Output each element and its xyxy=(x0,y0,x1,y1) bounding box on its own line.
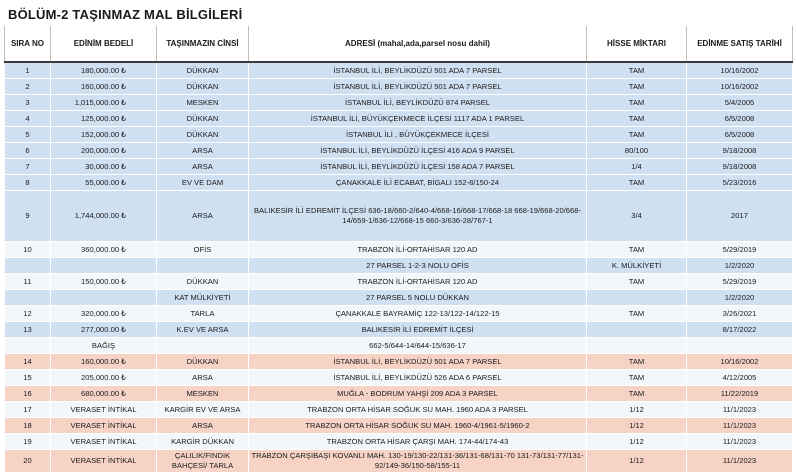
cell-sira-no: 8 xyxy=(5,175,51,191)
cell-edinme-tarihi: 9/18/2008 xyxy=(687,159,793,175)
cell-adres: İSTANBUL İLİ, BEYLİKDÜZÜ 526 ADA 6 PARSEL xyxy=(249,370,587,386)
cell-edinim-bedeli: 1,015,000.00 ₺ xyxy=(51,95,157,111)
cell-tasinmaz-cinsi: OFİS xyxy=(157,242,249,258)
cell-edinim-bedeli: BAĞIŞ xyxy=(51,338,157,354)
cell-edinim-bedeli: 30,000.00 ₺ xyxy=(51,159,157,175)
cell-hisse-miktari: TAM xyxy=(587,111,687,127)
cell-sira-no xyxy=(5,338,51,354)
cell-tasinmaz-cinsi: KARGİR DÜKKAN xyxy=(157,434,249,450)
cell-edinim-bedeli xyxy=(51,258,157,274)
table-row xyxy=(5,175,793,191)
cell-edinim-bedeli xyxy=(51,290,157,306)
table-row xyxy=(5,370,793,386)
cell-adres: İSTANBUL İLİ, BEYLİKDÜZÜ İLÇESİ 416 ADA 9 PARSEL xyxy=(249,143,587,159)
cell-edinim-bedeli: 205,000.00 ₺ xyxy=(51,370,157,386)
cell-sira-no: 9 xyxy=(5,191,51,242)
cell-hisse-miktari: 1/12 xyxy=(587,450,687,473)
cell-hisse-miktari: TAM xyxy=(587,79,687,95)
cell-edinme-tarihi: 2017 xyxy=(687,191,793,242)
cell-tasinmaz-cinsi xyxy=(157,258,249,274)
cell-edinim-bedeli: 55,000.00 ₺ xyxy=(51,175,157,191)
cell-edinim-bedeli: 150,000.00 ₺ xyxy=(51,274,157,290)
cell-hisse-miktari: TAM xyxy=(587,127,687,143)
cell-edinme-tarihi: 10/16/2002 xyxy=(687,79,793,95)
cell-sira-no: 11 xyxy=(5,274,51,290)
table-row xyxy=(5,338,793,354)
cell-adres: 27 PARSEL 5 NOLU DÜKKAN xyxy=(249,290,587,306)
cell-edinme-tarihi: 6/5/2008 xyxy=(687,111,793,127)
cell-tasinmaz-cinsi: ARSA xyxy=(157,191,249,242)
table-row xyxy=(5,127,793,143)
cell-sira-no: 4 xyxy=(5,111,51,127)
cell-tasinmaz-cinsi: EV VE DAM xyxy=(157,175,249,191)
cell-hisse-miktari: K. MÜLKİYETİ xyxy=(587,258,687,274)
table-row xyxy=(5,191,793,242)
cell-adres: TRABZON İLİ-ORTAHİSAR 120 AD xyxy=(249,274,587,290)
table-row xyxy=(5,159,793,175)
cell-tasinmaz-cinsi: DÜKKAN xyxy=(157,354,249,370)
cell-adres: İSTANBUL İLİ, BEYLİKDÜZÜ 501 ADA 7 PARSEL xyxy=(249,79,587,95)
cell-hisse-miktari: TAM xyxy=(587,175,687,191)
cell-sira-no: 6 xyxy=(5,143,51,159)
cell-edinim-bedeli: 160,000.00 ₺ xyxy=(51,79,157,95)
cell-hisse-miktari: TAM xyxy=(587,242,687,258)
cell-hisse-miktari: TAM xyxy=(587,354,687,370)
cell-sira-no: 18 xyxy=(5,418,51,434)
cell-adres: ÇANAKKALE İLİ ECABAT, BİGALI 152-8/150-24 xyxy=(249,175,587,191)
column-header-edinme-tarihi: EDİNME SATIŞ TARİHİ xyxy=(687,26,793,62)
cell-sira-no: 2 xyxy=(5,79,51,95)
cell-hisse-miktari: TAM xyxy=(587,306,687,322)
cell-hisse-miktari: TAM xyxy=(587,386,687,402)
cell-sira-no xyxy=(5,290,51,306)
cell-edinme-tarihi: 1/2/2020 xyxy=(687,290,793,306)
cell-tasinmaz-cinsi: MESKEN xyxy=(157,386,249,402)
cell-edinme-tarihi: 6/5/2008 xyxy=(687,127,793,143)
cell-sira-no: 7 xyxy=(5,159,51,175)
cell-adres: İSTANBUL İLİ, BEYLİKDÜZÜ 501 ADA 7 PARSEL xyxy=(249,354,587,370)
table-row xyxy=(5,354,793,370)
cell-hisse-miktari xyxy=(587,322,687,338)
cell-edinme-tarihi: 11/1/2023 xyxy=(687,418,793,434)
table-row xyxy=(5,434,793,450)
table-row xyxy=(5,274,793,290)
table-row xyxy=(5,418,793,434)
table-row xyxy=(5,95,793,111)
cell-sira-no: 10 xyxy=(5,242,51,258)
cell-edinim-bedeli: VERASET İNTİKAL xyxy=(51,402,157,418)
cell-adres: TRABZON İLİ-ORTAHİSAR 120 AD xyxy=(249,242,587,258)
table-body xyxy=(5,62,793,473)
cell-edinim-bedeli: 125,000.00 ₺ xyxy=(51,111,157,127)
cell-hisse-miktari: TAM xyxy=(587,95,687,111)
cell-sira-no: 19 xyxy=(5,434,51,450)
cell-edinim-bedeli: VERASET İNTİKAL xyxy=(51,434,157,450)
column-header-tasinmaz-cinsi: TAŞINMAZIN CİNSİ xyxy=(157,26,249,62)
cell-adres: TRABZON ORTA HİSAR ÇARŞI MAH. 174-44/174-43 xyxy=(249,434,587,450)
cell-edinim-bedeli: VERASET İNTİKAL xyxy=(51,418,157,434)
cell-edinme-tarihi: 1/2/2020 xyxy=(687,258,793,274)
cell-edinme-tarihi: 5/29/2019 xyxy=(687,242,793,258)
cell-edinme-tarihi xyxy=(687,338,793,354)
cell-tasinmaz-cinsi: DÜKKAN xyxy=(157,79,249,95)
cell-edinme-tarihi: 9/18/2008 xyxy=(687,143,793,159)
cell-tasinmaz-cinsi: ARSA xyxy=(157,418,249,434)
cell-adres: MUĞLA - BODRUM YAHŞİ 209 ADA 3 PARSEL xyxy=(249,386,587,402)
cell-tasinmaz-cinsi: ARSA xyxy=(157,370,249,386)
cell-edinme-tarihi: 4/12/2005 xyxy=(687,370,793,386)
cell-hisse-miktari: 80/100 xyxy=(587,143,687,159)
cell-sira-no: 5 xyxy=(5,127,51,143)
cell-adres: İSTANBUL İLİ, BEYLİKDÜZÜ 874 PARSEL xyxy=(249,95,587,111)
table-row xyxy=(5,450,793,473)
cell-adres: TRABZON ORTA HİSAR SOĞUK SU MAH. 1960 ADA 3 PARSEL xyxy=(249,402,587,418)
cell-hisse-miktari: TAM xyxy=(587,274,687,290)
cell-edinme-tarihi: 11/22/2019 xyxy=(687,386,793,402)
table-row xyxy=(5,386,793,402)
table-row xyxy=(5,258,793,274)
column-header-edinim-bedeli: EDİNİM BEDELİ xyxy=(51,26,157,62)
cell-adres: BALIKESİR İLİ EDREMİT İLÇESİ 636-18/660-2/640-4/668-16/668-17/668-18 668-19/668-20/668-14/659-1/636-12/668-15 660-3/636-28/767-1 xyxy=(249,191,587,242)
cell-hisse-miktari: 1/4 xyxy=(587,159,687,175)
cell-tasinmaz-cinsi: KARGİR EV VE ARSA xyxy=(157,402,249,418)
table-row xyxy=(5,79,793,95)
cell-sira-no: 12 xyxy=(5,306,51,322)
cell-edinim-bedeli: 180,000.00 ₺ xyxy=(51,62,157,79)
cell-edinme-tarihi: 8/17/2022 xyxy=(687,322,793,338)
cell-hisse-miktari: 1/12 xyxy=(587,434,687,450)
cell-edinme-tarihi: 5/23/2016 xyxy=(687,175,793,191)
cell-edinim-bedeli: 152,000.00 ₺ xyxy=(51,127,157,143)
cell-sira-no: 17 xyxy=(5,402,51,418)
cell-tasinmaz-cinsi xyxy=(157,338,249,354)
cell-edinme-tarihi: 11/1/2023 xyxy=(687,450,793,473)
cell-adres: İSTANBUL İLİ, BEYLİKDÜZÜ 501 ADA 7 PARSEL xyxy=(249,62,587,79)
table-row xyxy=(5,111,793,127)
cell-adres: ÇANAKKALE BAYRAMİÇ 122-13/122-14/122-15 xyxy=(249,306,587,322)
cell-edinme-tarihi: 10/16/2002 xyxy=(687,62,793,79)
cell-edinim-bedeli: 360,000.00 ₺ xyxy=(51,242,157,258)
cell-hisse-miktari: 1/12 xyxy=(587,402,687,418)
cell-tasinmaz-cinsi: KAT MÜLKİYETİ xyxy=(157,290,249,306)
cell-adres: BALIKESİR İLİ EDREMİT İLÇESİ xyxy=(249,322,587,338)
cell-adres: İSTANBUL İLİ , BÜYÜKÇEKMECE İLÇESİ xyxy=(249,127,587,143)
cell-edinim-bedeli: 160,000.00 ₺ xyxy=(51,354,157,370)
cell-edinme-tarihi: 11/1/2023 xyxy=(687,434,793,450)
cell-tasinmaz-cinsi: DÜKKAN xyxy=(157,111,249,127)
cell-sira-no: 14 xyxy=(5,354,51,370)
table-header-row xyxy=(5,26,793,62)
property-table xyxy=(4,26,793,473)
cell-edinim-bedeli: 1,744,000.00 ₺ xyxy=(51,191,157,242)
table-row xyxy=(5,402,793,418)
cell-edinme-tarihi: 10/16/2002 xyxy=(687,354,793,370)
cell-edinim-bedeli: 680,000.00 ₺ xyxy=(51,386,157,402)
cell-tasinmaz-cinsi: ÇALILIK/FINDIK BAHÇESİ/ TARLA xyxy=(157,450,249,473)
cell-edinme-tarihi: 5/4/2005 xyxy=(687,95,793,111)
column-header-hisse-miktari: HİSSE MİKTARI xyxy=(587,26,687,62)
cell-hisse-miktari xyxy=(587,290,687,306)
cell-sira-no: 1 xyxy=(5,62,51,79)
cell-adres: 662-5/644-14/644-15/636-17 xyxy=(249,338,587,354)
cell-sira-no: 20 xyxy=(5,450,51,473)
cell-edinme-tarihi: 11/1/2023 xyxy=(687,402,793,418)
section-title: BÖLÜM-2 TAŞINMAZ MAL BİLGİLERİ xyxy=(8,7,243,22)
column-header-adres: ADRESİ (mahal,ada,parsel nosu dahil) xyxy=(249,26,587,62)
cell-tasinmaz-cinsi: DÜKKAN xyxy=(157,127,249,143)
cell-sira-no xyxy=(5,258,51,274)
table-row xyxy=(5,306,793,322)
cell-adres: 27 PARSEL 1-2-3 NOLU OFİS xyxy=(249,258,587,274)
table-row xyxy=(5,290,793,306)
cell-edinme-tarihi: 3/26/2021 xyxy=(687,306,793,322)
cell-tasinmaz-cinsi: K.EV VE ARSA xyxy=(157,322,249,338)
cell-hisse-miktari: TAM xyxy=(587,62,687,79)
table-row xyxy=(5,62,793,79)
table-row xyxy=(5,322,793,338)
cell-tasinmaz-cinsi: DÜKKAN xyxy=(157,62,249,79)
cell-hisse-miktari: TAM xyxy=(587,370,687,386)
cell-adres: İSTANBUL İLİ, BEYLİKDÜZÜ İLÇESİ 158 ADA 7 PARSEL xyxy=(249,159,587,175)
cell-sira-no: 16 xyxy=(5,386,51,402)
cell-edinim-bedeli: VERASET İNTİKAL xyxy=(51,450,157,473)
cell-tasinmaz-cinsi: MESKEN xyxy=(157,95,249,111)
cell-hisse-miktari: 3/4 xyxy=(587,191,687,242)
cell-sira-no: 3 xyxy=(5,95,51,111)
column-header-sira-no: SIRA NO xyxy=(5,26,51,62)
cell-adres: İSTANBUL İLİ, BÜYÜKÇEKMECE İLÇESİ 1117 ADA 1 PARSEL xyxy=(249,111,587,127)
cell-adres: TRABZON ORTA HİSAR SOĞUK SU MAH. 1960-4/1961-5/1960-2 xyxy=(249,418,587,434)
cell-sira-no: 15 xyxy=(5,370,51,386)
cell-edinim-bedeli: 200,000.00 ₺ xyxy=(51,143,157,159)
cell-edinim-bedeli: 277,000.00 ₺ xyxy=(51,322,157,338)
cell-hisse-miktari xyxy=(587,338,687,354)
cell-tasinmaz-cinsi: TARLA xyxy=(157,306,249,322)
cell-tasinmaz-cinsi: ARSA xyxy=(157,159,249,175)
cell-sira-no: 13 xyxy=(5,322,51,338)
cell-tasinmaz-cinsi: ARSA xyxy=(157,143,249,159)
table-row xyxy=(5,143,793,159)
cell-edinim-bedeli: 320,000.00 ₺ xyxy=(51,306,157,322)
table-row xyxy=(5,242,793,258)
cell-edinme-tarihi: 5/29/2019 xyxy=(687,274,793,290)
cell-hisse-miktari: 1/12 xyxy=(587,418,687,434)
cell-tasinmaz-cinsi: DÜKKAN xyxy=(157,274,249,290)
cell-adres: TRABZON ÇARŞIBAŞI KOVANLI MAH. 130-19/130-22/131-36/131-68/131-70 131-73/131-77/131-92/149-36/150-58/155-11 xyxy=(249,450,587,473)
